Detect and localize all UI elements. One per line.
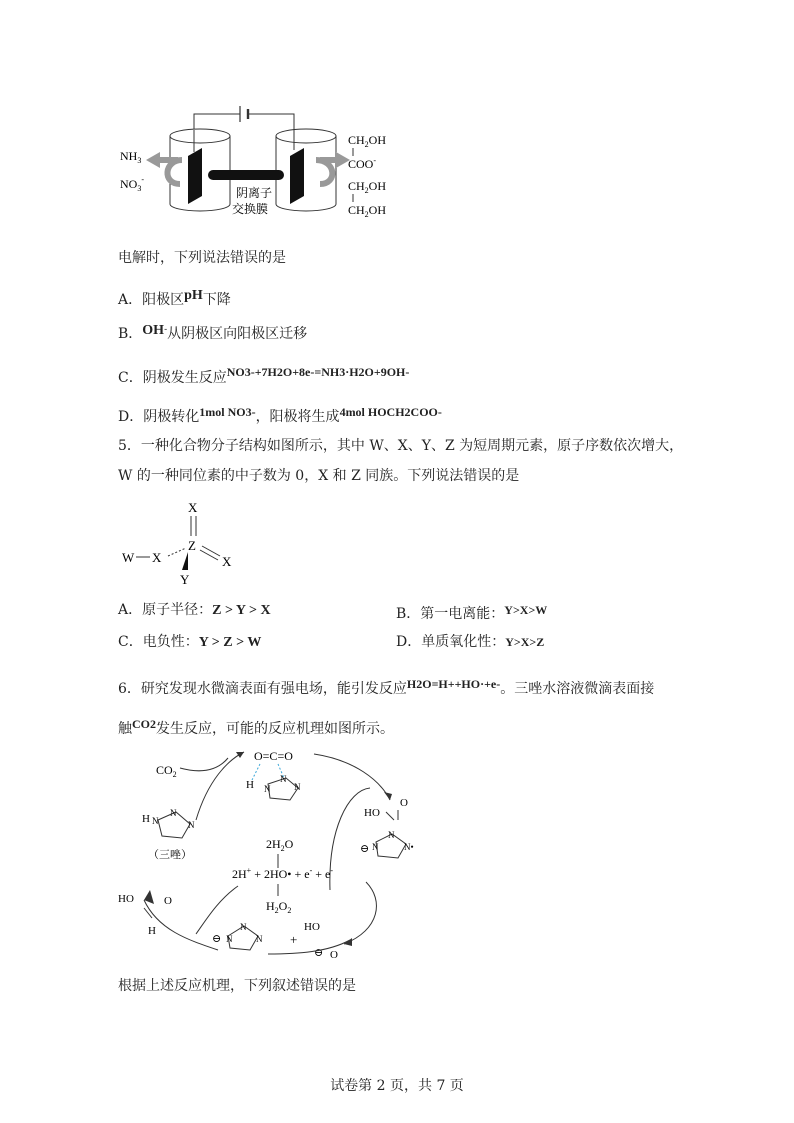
svg-text:H: H (246, 779, 254, 791)
svg-text:H: H (148, 925, 156, 937)
q5-stem-line2: W 的一种同位素的中子数为 0，X 和 Z 同族。下列说法错误的是 (118, 468, 520, 484)
q4-option-d[interactable]: D．阴极转化1mol NO3-，阳极将生成4mol HOCH2COO- (118, 405, 442, 425)
svg-text:HO: HO (304, 921, 320, 933)
q6-stem-line1: 6．研究发现水微滴表面有强电场，能引发反应H2O=H++HO·+e-。三唑水溶液微滴表面接 (118, 677, 655, 697)
svg-text:N: N (188, 820, 195, 830)
svg-text:N: N (240, 922, 247, 932)
svg-text:O=C=O: O=C=O (254, 749, 293, 763)
svg-text:H2O2: $H_2O_2$ (266, 899, 292, 915)
svg-text:N: N (372, 842, 379, 852)
svg-text:N: N (294, 782, 301, 792)
q4-option-c[interactable]: C．阴极发生反应NO3-+7H2O+8e-=NH3·H2O+9OH- (118, 365, 410, 386)
svg-text:N: N (388, 830, 395, 840)
svg-text:O: O (400, 797, 408, 809)
svg-text:COO-: COO- (348, 156, 377, 171)
atom-x-right: X (222, 554, 232, 569)
membrane-label-2: 交换膜 (232, 202, 269, 216)
atom-w: W (122, 550, 135, 565)
q5-stem-line1: 5．一种化合物分子结构如图所示，其中 W、X、Y、Z 为短周期元素，原子序数依次增大， (118, 438, 684, 454)
atom-x-left: X (152, 550, 162, 565)
atom-x-top: X (188, 500, 198, 515)
svg-text:N: N (226, 934, 233, 944)
q5-option-c[interactable]: C．电负性：Y > Z > W (118, 634, 262, 650)
svg-text:2H2O: $2H_2O$ (266, 837, 294, 853)
svg-text:CH2OH: $CH_2OH$ (348, 133, 387, 149)
q6-tail: 根据上述反应机理，下列叙述错误的是 (118, 978, 356, 994)
svg-text:（三唑）: （三唑） (148, 849, 192, 861)
mechanism-figure (118, 740, 438, 970)
svg-text:⊖: ⊖ (314, 947, 324, 959)
svg-text:CH2OH: $CH_2OH$ (348, 179, 387, 195)
electrolysis-figure (112, 100, 412, 230)
q5-option-b[interactable]: B．第一电离能：Y>X>W (396, 603, 548, 622)
svg-text:CH2OH: $CH_2OH$ (348, 203, 387, 219)
svg-text:O: O (164, 895, 172, 907)
q5-option-a[interactable]: A．原子半径：Z > Y > X (118, 602, 271, 618)
svg-text:O: O (330, 949, 338, 961)
svg-text:CO2: $CO_2$ (156, 763, 177, 779)
membrane-label-1: 阴离子 (236, 186, 273, 200)
svg-text:N: N (170, 808, 177, 818)
svg-text:+: + (290, 932, 298, 947)
svg-text:N: N (256, 934, 263, 944)
atom-z: Z (188, 538, 196, 553)
no3-label: $NO_3^-$ (120, 175, 145, 193)
q5-option-d[interactable]: D．单质氧化性：Y>X>Z (396, 634, 545, 650)
q4-stem: 电解时，下列说法错误的是 (118, 250, 286, 266)
q4-option-b[interactable]: B．OH-从阴极区向阳极区迁移 (118, 323, 308, 342)
svg-text:H: H (142, 813, 150, 825)
svg-text:HO: HO (118, 893, 134, 905)
page-footer: 试卷第 2 页，共 7 页 (330, 1078, 464, 1094)
svg-text:N: N (264, 784, 271, 794)
molecule-structure (118, 496, 258, 596)
svg-text:⊖: ⊖ (360, 843, 370, 855)
svg-text:N: N (152, 816, 159, 826)
q6-stem-line2: 触CO2发生反应，可能的反应机理如图所示。 (118, 717, 394, 737)
svg-text:⊖: ⊖ (212, 933, 222, 945)
svg-text:2H+ + 2HO• + e- + e-: 2H+ + 2HO• + e- + e- (232, 866, 334, 881)
q4-option-a[interactable]: A．阳极区pH下降 (118, 288, 231, 308)
atom-y: Y (180, 572, 190, 587)
svg-text:N•: N• (404, 842, 414, 852)
svg-text:HO: HO (364, 807, 380, 819)
nh3-label: $NH_3$ (120, 149, 142, 165)
svg-text:N: N (280, 774, 287, 784)
